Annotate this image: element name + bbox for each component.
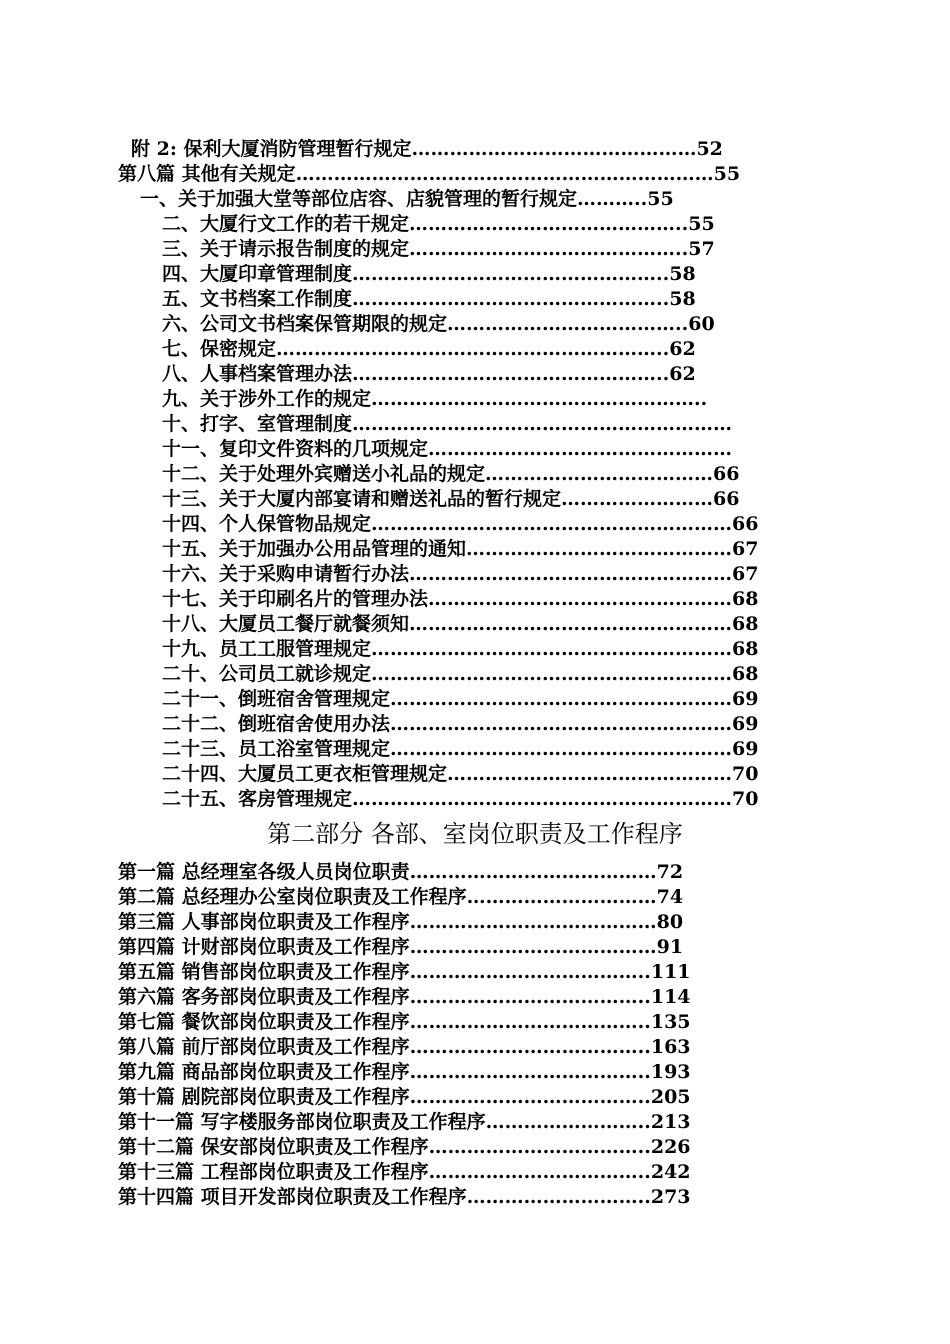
toc-entry: [162, 412, 768, 437]
toc-entry: [118, 1135, 780, 1160]
toc-entry: [118, 935, 780, 960]
toc-entry-text: 第十一篇 写字楼服务部岗位职责及工作程序……………………..213: [118, 1111, 691, 1133]
toc-entry: [118, 885, 780, 910]
toc-entry-text: 二、大厦行文工作的若干规定……………………………………..55: [162, 213, 715, 235]
toc-entry: [118, 1160, 780, 1185]
toc-entry-text: 二十二、倒班宿舍使用办法………………………………………………69: [162, 713, 759, 735]
toc-entry: [162, 487, 790, 512]
toc-entry: [162, 287, 780, 312]
toc-entry-text: 十、打字、室管理制度……………………………………………………: [162, 413, 733, 435]
toc-entry: [162, 512, 790, 537]
toc-entry: [162, 712, 790, 737]
toc-entry-text: 十六、关于采购申请暂行办法……………………………………………67: [162, 563, 759, 585]
toc-entry-text: 第八篇 其他有关规定…………………………………………………………55: [118, 163, 741, 185]
toc-entry: [118, 960, 780, 985]
toc-entry: [118, 860, 780, 885]
part-two-heading: 第二部分 各部、室岗位职责及工作程序: [267, 820, 683, 848]
toc-entry-text: 二十四、大厦员工更衣柜管理规定………………………………………70: [162, 763, 759, 785]
toc-entry-text: 二十一、倒班宿舍管理规定………………………………………………69: [162, 688, 759, 710]
toc-entry-text: 十一、复印文件资料的几项规定…………………………………………: [162, 438, 733, 460]
toc-entry: [162, 237, 780, 262]
toc-entry-text: 十九、员工工服管理规定…………………………………………………68: [162, 638, 759, 660]
toc-entry-text: 第七篇 餐饮部岗位职责及工作程序………………………………..135: [118, 1011, 691, 1033]
toc-entry: [162, 737, 790, 762]
toc-entry-text: 第五篇 销售部岗位职责及工作程序………………………………..111: [118, 961, 691, 983]
toc-entry-text: 四、大厦印章管理制度…………………………………………..58: [162, 263, 696, 285]
toc-entry-text: 第八篇 前厅部岗位职责及工作程序………………………………..163: [118, 1036, 691, 1058]
toc-entry: [162, 637, 790, 662]
toc-entry: [162, 687, 790, 712]
toc-entry: [140, 187, 760, 212]
toc-entry: [162, 312, 780, 337]
toc-entry: [162, 437, 768, 462]
toc-entry-text: 八、人事档案管理办法…………………………………………..62: [162, 363, 696, 385]
toc-entry-text: 一、关于加强大堂等部位店容、店貌管理的暂行规定………..55: [140, 188, 674, 210]
toc-entry-text: 十四、个人保管物品规定…………………………………………………66: [162, 513, 759, 535]
toc-entry-text: 十三、关于大厦内部宴请和赠送礼品的暂行规定……………………66: [162, 488, 740, 510]
toc-entry-text: 十七、关于印刷名片的管理办法…………………………………………68: [162, 588, 759, 610]
toc-entry-text: 十五、关于加强办公用品管理的通知……………………………………67: [162, 538, 759, 560]
toc-entry: [162, 362, 780, 387]
toc-entry: [118, 910, 780, 935]
toc-entry: [162, 337, 780, 362]
toc-entry-text: 十八、大厦员工餐厅就餐须知……………………………………………68: [162, 613, 759, 635]
toc-entry-text: 附 2: 保利大厦消防管理暂行规定………………………………………52: [131, 138, 723, 160]
toc-entry: [118, 1185, 780, 1210]
toc-entry: [118, 1035, 780, 1060]
toc-entry-text: 第六篇 客务部岗位职责及工作程序………………………………..114: [118, 986, 691, 1008]
toc-entry-text: 五、文书档案工作制度…………………………………………..58: [162, 288, 696, 310]
toc-entry: [162, 462, 790, 487]
toc-entry-text: 第三篇 人事部岗位职责及工作程序…………………………………80: [118, 911, 684, 933]
toc-entry: [118, 1060, 780, 1085]
toc-entry: [162, 612, 790, 637]
toc-entry-text: 第九篇 商品部岗位职责及工作程序………………………………..193: [118, 1061, 691, 1083]
toc-entry-text: 七、保密规定……………………………………………………..62: [162, 338, 696, 360]
toc-entry: [162, 662, 790, 687]
toc-entry-text: 二十、公司员工就诊规定…………………………………………………68: [162, 663, 759, 685]
toc-entry: [162, 537, 790, 562]
toc-entry: [162, 262, 780, 287]
toc-entry: [162, 562, 790, 587]
toc-entry: [162, 787, 790, 812]
toc-entry-text: 九、关于涉外工作的规定……………………………………………..: [162, 388, 708, 410]
toc-entry-text: 二十三、员工浴室管理规定………………………………………………69: [162, 738, 759, 760]
toc-entry-text: 第四篇 计财部岗位职责及工作程序…………………………………91: [118, 936, 684, 958]
toc-entry: [118, 985, 780, 1010]
toc-entry-text: 二十五、客房管理规定……………………………………………………70: [162, 788, 759, 810]
toc-entry-text: 第十四篇 项目开发部岗位职责及工作程序………………………..273: [118, 1186, 691, 1208]
toc-entry: [162, 762, 790, 787]
toc-entry-text: 第十二篇 保安部岗位职责及工作程序……………………………..226: [118, 1136, 691, 1158]
toc-entry-text: 十二、关于处理外宾赠送小礼品的规定………………………………66: [162, 463, 740, 485]
toc-entry-text: 第十篇 剧院部岗位职责及工作程序………………………………..205: [118, 1086, 691, 1108]
toc-entry: [162, 212, 780, 237]
toc-entry-text: 三、关于请示报告制度的规定……………………………………..57: [162, 238, 715, 260]
toc-entry: [162, 387, 758, 412]
toc-entry-text: 第十三篇 工程部岗位职责及工作程序……………………………..242: [118, 1161, 691, 1183]
toc-entry-text: 六、公司文书档案保管期限的规定………………………………..60: [162, 313, 715, 335]
toc-entry: [118, 1110, 780, 1135]
toc-entry: [118, 162, 780, 187]
toc-entry-text: 第一篇 总经理室各级人员岗位职责…………………………………72: [118, 861, 684, 883]
toc-entry: [118, 1085, 780, 1110]
toc-entry: [162, 587, 790, 612]
toc-entry: [131, 137, 771, 162]
toc-entry-text: 第二篇 总经理办公室岗位职责及工作程序…………………………74: [118, 886, 684, 908]
toc-entry: [118, 1010, 780, 1035]
